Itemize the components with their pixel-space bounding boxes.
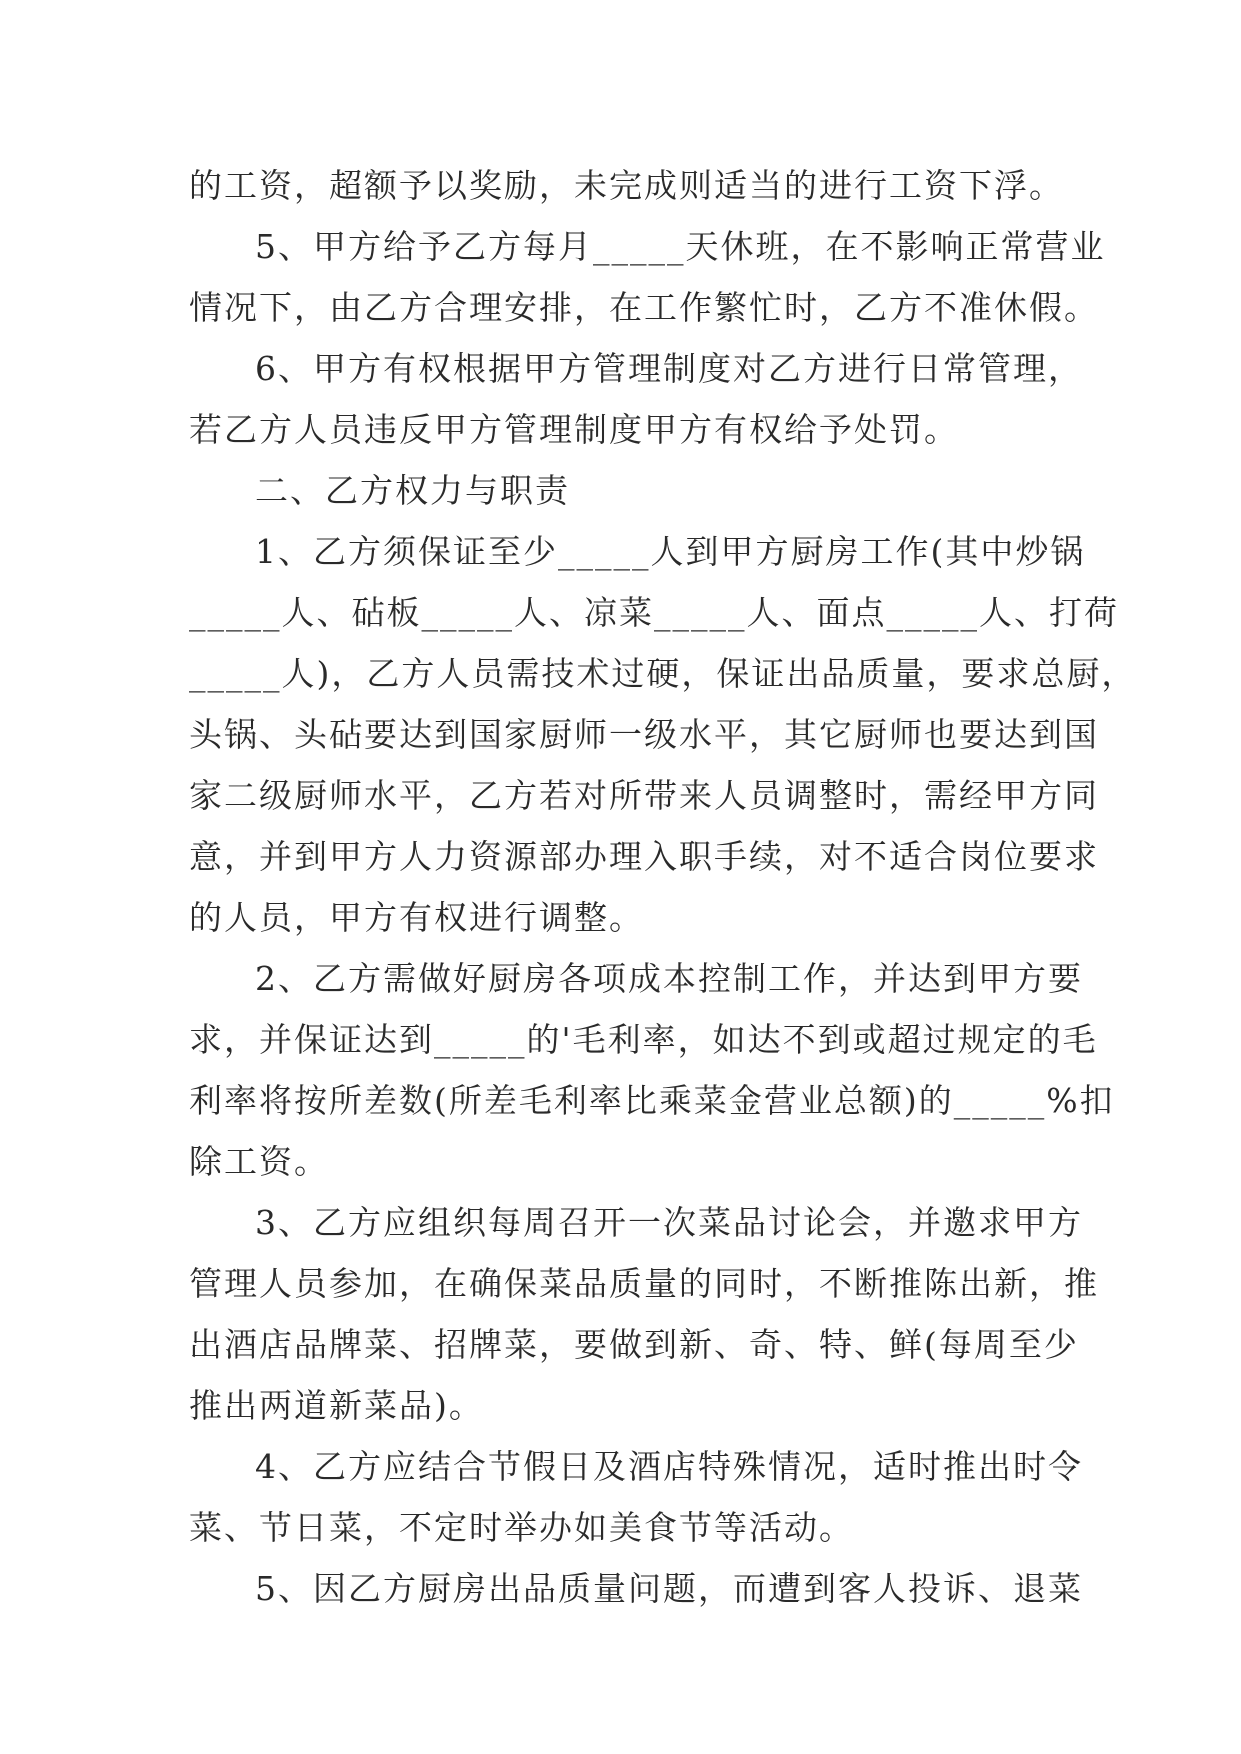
text-line: 的人员，甲方有权进行调整。	[189, 898, 644, 937]
document-body	[189, 155, 1137, 1619]
paragraph-start-line: 4、乙方应结合节假日及酒店特殊情况，适时推出时令	[255, 1447, 1083, 1486]
text-line: 若乙方人员违反甲方管理制度甲方有权给予处罚。	[189, 410, 959, 449]
text-line: 出酒店品牌菜、招牌菜，要做到新、奇、特、鲜(每周至少	[189, 1325, 1079, 1364]
text-line: 菜、节日菜，不定时举办如美食节等活动。	[189, 1508, 854, 1547]
paragraph-start-line: 5、甲方给予乙方每月_____天休班，在不影响正常营业	[255, 227, 1106, 266]
text-line: 头锅、头砧要达到国家厨师一级水平，其它厨师也要达到国	[189, 715, 1099, 754]
section-heading: 二、乙方权力与职责	[255, 471, 570, 510]
text-line: 管理人员参加，在确保菜品质量的同时，不断推陈出新，推	[189, 1264, 1099, 1303]
paragraph-start-line: 2、乙方需做好厨房各项成本控制工作，并达到甲方要	[255, 959, 1083, 998]
text-line: 求，并保证达到_____的'毛利率，如达不到或超过规定的毛	[189, 1020, 1098, 1059]
text-line: 意，并到甲方人力资源部办理入职手续，对不适合岗位要求	[189, 837, 1099, 876]
text-line: _____人、砧板_____人、凉菜_____人、面点_____人、打荷	[189, 593, 1119, 632]
paragraph-start-line: 5、因乙方厨房出品质量问题，而遭到客人投诉、退菜	[255, 1569, 1083, 1608]
paragraph-start-line: 3、乙方应组织每周召开一次菜品讨论会，并邀求甲方	[255, 1203, 1083, 1242]
text-line: 家二级厨师水平，乙方若对所带来人员调整时，需经甲方同	[189, 776, 1099, 815]
text-line: 除工资。	[189, 1142, 329, 1181]
text-line: 情况下，由乙方合理安排，在工作繁忙时，乙方不准休假。	[189, 288, 1099, 327]
text-line: 利率将按所差数(所差毛利率比乘菜金营业总额)的_____%扣	[189, 1081, 1115, 1120]
paragraph-start-line: 1、乙方须保证至少_____人到甲方厨房工作(其中炒锅	[255, 532, 1086, 571]
paragraph-start-line: 6、甲方有权根据甲方管理制度对乙方进行日常管理，	[255, 349, 1083, 388]
text-line: _____人)，乙方人员需技术过硬，保证出品质量，要求总厨，	[189, 654, 1137, 693]
text-line: 推出两道新菜品)。	[189, 1386, 484, 1425]
text-line: 的工资，超额予以奖励，未完成则适当的进行工资下浮。	[189, 166, 1064, 205]
